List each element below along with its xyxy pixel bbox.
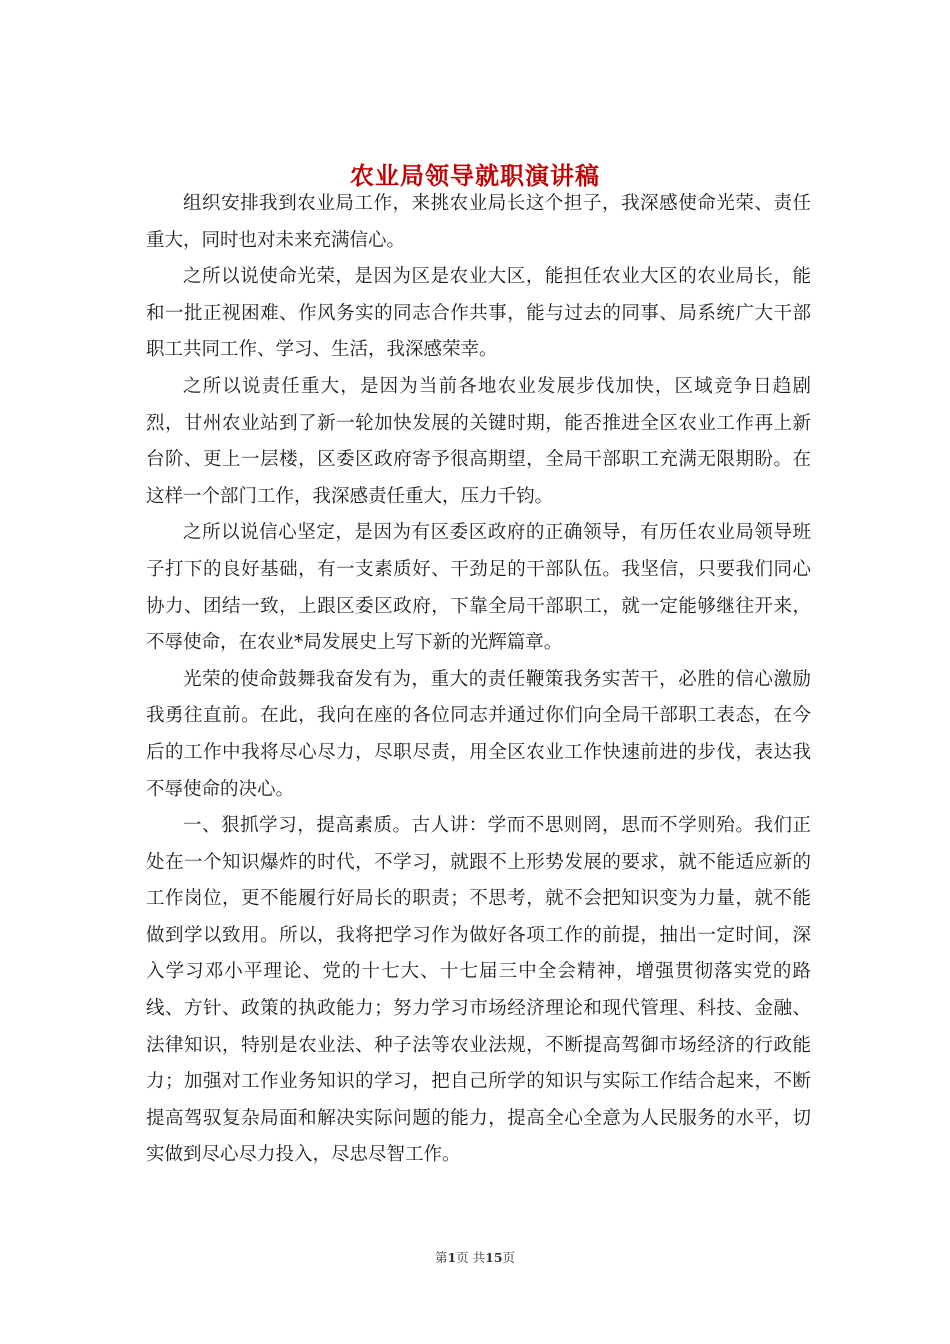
document-title: 农业局领导就职演讲稿 bbox=[350, 162, 600, 190]
footer-prefix: 第 bbox=[434, 1250, 448, 1265]
footer-suffix: 页 bbox=[502, 1250, 516, 1265]
paragraph-4: 之所以说信心坚定，是因为有区委区政府的正确领导，有历任农业局领导班子打下的良好基础，有一支素质好、干劲足的干部队伍。我坚信，只要我们同心协力、团结一致，上跟区委区政府，下靠全局干部职工，就一定能够继往开来，不辱使命，在农业*局发展史上写下新的光辉篇章。 bbox=[146, 522, 811, 654]
document-body bbox=[146, 186, 811, 1174]
current-page-number: 1 bbox=[447, 1250, 457, 1265]
footer-middle: 页 共 bbox=[456, 1250, 486, 1265]
paragraph-2: 之所以说使命光荣，是因为区是农业大区，能担任农业大区的农业局长，能和一批正视困难、作风务实的同志合作共事，能与过去的同事、局系统广大干部职工共同工作、学习、生活，我深感荣幸。 bbox=[146, 266, 811, 361]
paragraph-5: 光荣的使命鼓舞我奋发有为，重大的责任鞭策我务实苦干，必胜的信心激励我勇往直前。在此，我向在座的各位同志并通过你们向全局干部职工表态，在今后的工作中我将尽心尽力，尽职尽责，用全区农业工作快速前进的步伐，表达我不辱使命的决心。 bbox=[146, 668, 811, 800]
page-footer bbox=[0, 1248, 950, 1266]
paragraph-1: 组织安排我到农业局工作，来挑农业局长这个担子，我深感使命光荣、责任重大，同时也对未来充满信心。 bbox=[146, 193, 811, 251]
paragraph-3: 之所以说责任重大，是因为当前各地农业发展步伐加快，区域竞争日趋剧烈，甘州农业站到了新一轮加快发展的关键时期，能否推进全区农业工作再上新台阶、更上一层楼，区委区政府寄予很高期望，全局干部职工充满无限期盼。在这样一个部门工作，我深感责任重大，压力千钧。 bbox=[146, 375, 811, 507]
paragraph-6: 一、狠抓学习，提高素质。古人讲：学而不思则罔，思而不学则殆。我们正处在一个知识爆炸的时代，不学习，就跟不上形势发展的要求，就不能适应新的工作岗位，更不能履行好局长的职责；不思考，就不会把知识变为力量，就不能做到学以致用。所以，我将把学习作为做好各项工作的前提，抽出一定时间，深入学习邓小平理论、党的十七大、十七届三中全会精神，增强贯彻落实党的路线、方针、政策的执政能力；努力学习市场经济理论和现代管理、科技、金融、法律知识，特别是农业法、种子法等农业法规，不断提高驾御市场经济的行政能力；加强对工作业务知识的学习，把自己所学的知识与实际工作结合起来，不断提高驾驭复杂局面和解决实际问题的能力，提高全心全意为人民服务的水平，切实做到尽心尽力投入，尽忠尽智工作。 bbox=[146, 815, 811, 1166]
total-page-number: 15 bbox=[485, 1250, 503, 1265]
